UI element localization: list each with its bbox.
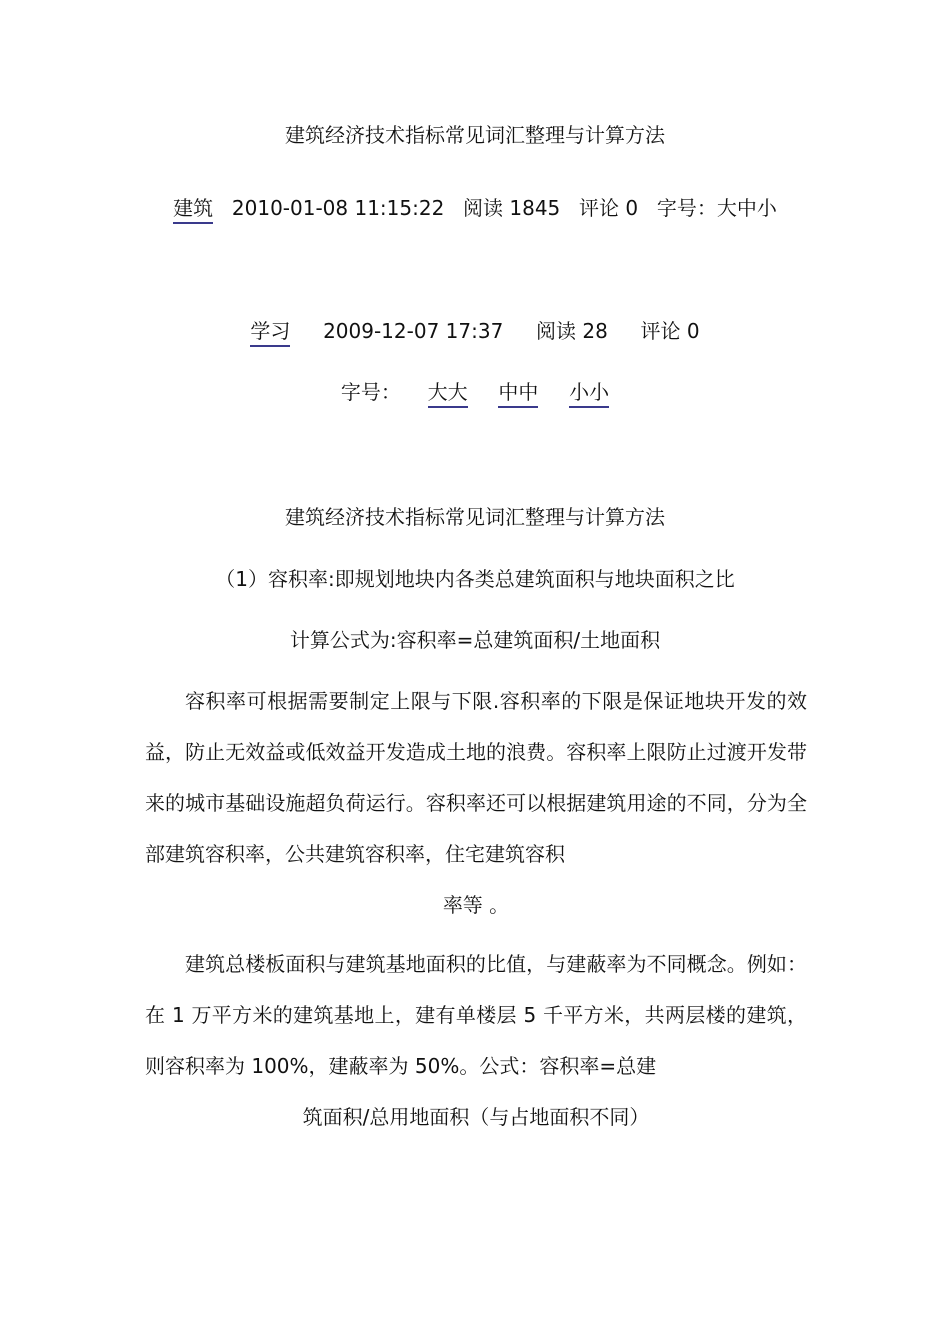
comment-count-1: 评论 0: [579, 196, 639, 220]
paragraph-1-body: 容积率可根据需要制定上限与下限.容积率的下限是保证地块开发的效益，防止无效益或低效益开发造成土地的浪费。容积率上限防止过渡开发带来的城市基础设施超负荷运行。容积率还可以根据建筑用途的不同，分为全部建筑容积率，公共建筑容积率，住宅建筑容积: [145, 689, 807, 866]
paragraph-2-last-line: 筑面积/总用地面积（与占地面积不同）: [302, 1105, 650, 1129]
post-datetime-1: 2010-01-08 11:15:22: [231, 196, 445, 220]
article-paragraph-2: [145, 939, 807, 1143]
category-link-2[interactable]: 学习: [250, 318, 290, 347]
article-paragraph-1: [145, 676, 807, 931]
category-link-1[interactable]: 建筑: [173, 195, 213, 224]
post-datetime-2: 2009-12-07 17:37: [323, 319, 504, 343]
article-item-1: （1）容积率:即规划地块内各类总建筑面积与地块面积之比: [215, 567, 735, 591]
paragraph-1-last-line: 率等 。: [442, 893, 510, 917]
post-meta-2: [0, 317, 950, 347]
article-heading: 建筑经济技术指标常见词汇整理与计算方法: [285, 505, 665, 529]
font-size-label: 字号：: [340, 380, 401, 404]
post-meta-1: [0, 194, 950, 224]
font-size-large-link[interactable]: 大大: [428, 379, 468, 408]
paragraph-2-body: 建筑总楼板面积与建筑基地面积的比值，与建蔽率为不同概念。例如：在 1 万平方米的建筑基地上，建有单楼层 5 千平方米，共两层楼的建筑，则容积率为 100%，建蔽率为 50%。公式：容积率=总建: [145, 952, 807, 1078]
font-size-label-1: 字号：大中小: [656, 196, 777, 220]
font-size-medium-link[interactable]: 中中: [498, 379, 538, 408]
read-count-1: 阅读 1845: [463, 196, 561, 220]
page-title: 建筑经济技术指标常见词汇整理与计算方法: [285, 123, 665, 147]
article-formula: 计算公式为:容积率=总建筑面积/土地面积: [289, 628, 661, 652]
comment-count-2: 评论 0: [640, 319, 700, 343]
font-size-small-link[interactable]: 小小: [569, 379, 609, 408]
font-size-switcher: [0, 378, 950, 408]
read-count-2: 阅读 28: [536, 319, 608, 343]
